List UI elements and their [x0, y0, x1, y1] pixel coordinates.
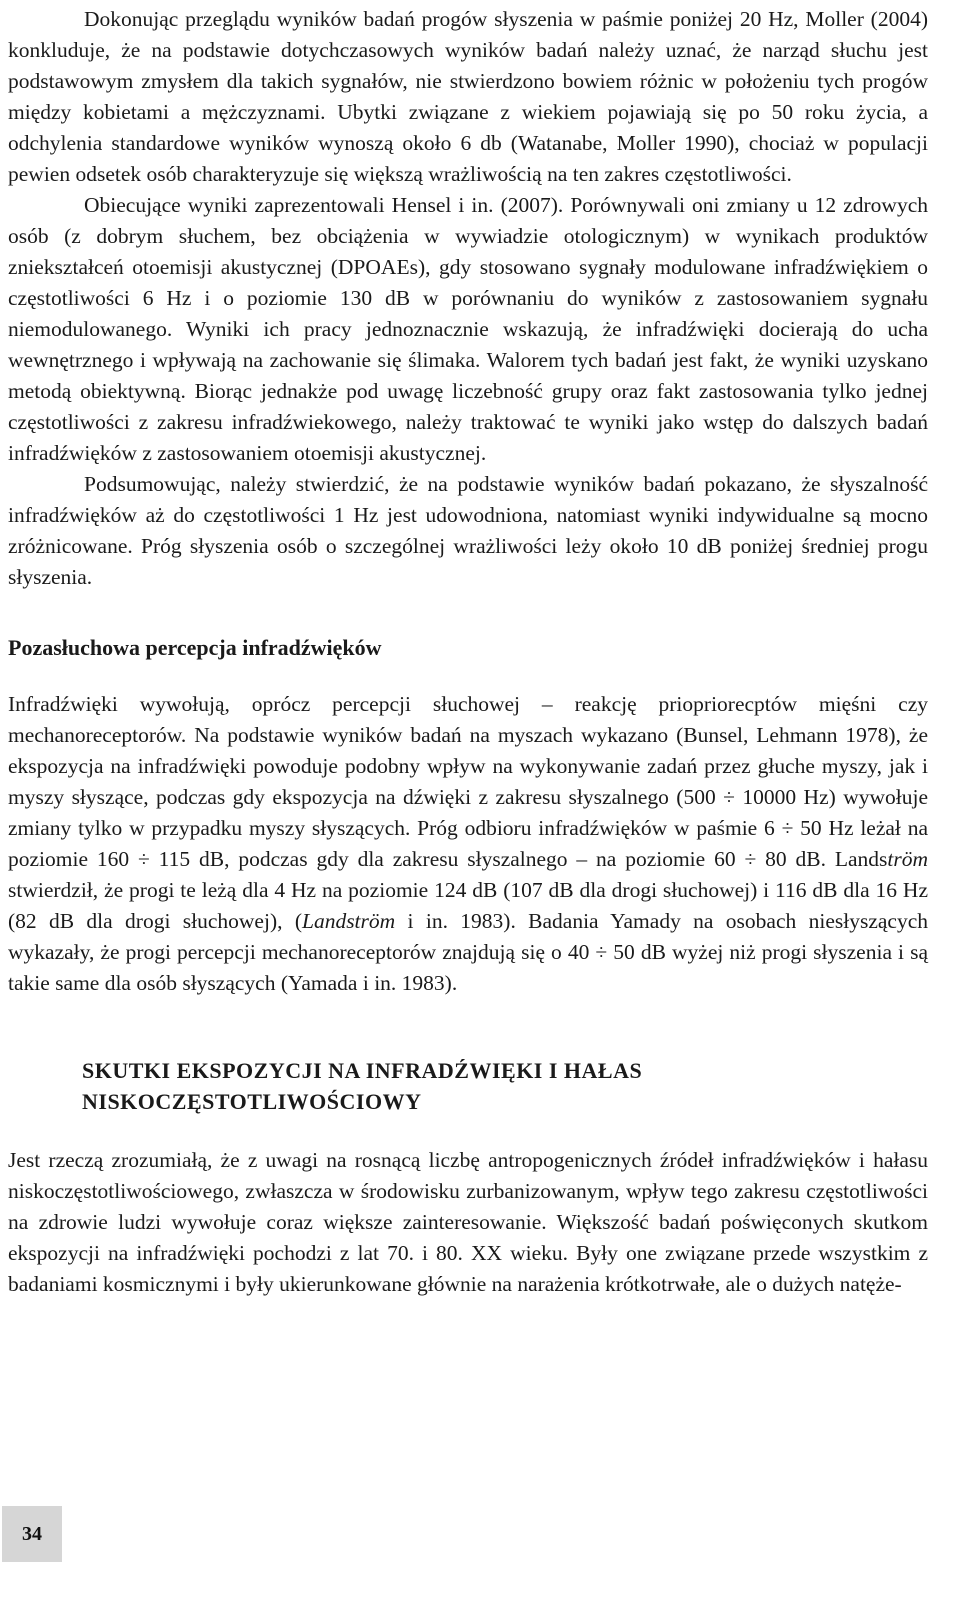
text-run: stwierdził, że progi te leżą dla 4 Hz na poziomie 124 dB (107 dB dla drogi słuchowej) i 116 dB dla 16 Hz (82 dB dla drogi słuchowej), ( [8, 878, 928, 933]
paragraph-exposure-effects: Jest rzeczą zrozumiałą, że z uwagi na rosnącą liczbę antropogenicznych źródeł infradźwięków i hałasu niskoczęstotliwościowego, zwłaszcza w środowisku zurbanizowanym, wpływ tego zakresu częstotliwości na zdrowie ludzi wywołuje coraz większe zainteresowanie. Większość badań poświęconych skutkom ekspozycji na infradźwięki pochodzi z lat 70. i 80. XX wieku. Były one związane przede wszystkim z badaniami kosmicznymi i były ukierunkowane głównie na narażenia krótkotrwałe, ale o dużych natęże- [8, 1148, 928, 1296]
text-run: i in. 1983). Badania Yamady na osobach niesłyszących wykazały, że progi percepcji mechanoreceptorów znajdują się o 40 ÷ 50 dB wyżej niż progi słyszenia i są takie same dla osób słyszących (Yamada i in. 1983). [8, 909, 928, 995]
chapter-heading [8, 1055, 928, 1117]
paragraph-hearing-thresholds: Dokonując przeglądu wyników badań progów słyszenia w paśmie poniżej 20 Hz, Moller (2004) konkluduje, że na podstawie dotychczasowych wyników badań należy uznać, że narząd słuchu jest podstawowym zmysłem dla takich sygnałów, nie stwierdzono bowiem różnic w położeniu tych progów między kobietami a mężczyznami. Ubytki związane z wiekiem pojawiają się po 50 roku życia, a odchylenia standardowe wyników wynoszą około 6 db (Watanabe, Moller 1990), chociaż w populacji pewien odsetek osób charakteryzuje się większą wrażliwością na ten zakres częstotliwości. [8, 7, 928, 186]
chapter-heading-line-2: NISKOCZĘSTOTLIWOŚCIOWY [82, 1089, 422, 1114]
document-page [8, 4, 928, 1300]
italic-citation: Landström [301, 909, 396, 933]
section-heading-extra-auditory: Pozasłuchowa percepcja infradźwięków [8, 635, 382, 660]
paragraph-extra-auditory-perception [8, 689, 928, 999]
paragraph-summary: Podsumowując, należy stwierdzić, że na podstawie wyników badań pokazano, że słyszalność infradźwięków aż do częstotliwości 1 Hz jest udowodniona, natomiast wyniki indywidualne są mocno zróżnicowane. Próg słyszenia osób o szczególnej wrażliwości leży około 10 dB poniżej średniej progu słyszenia. [8, 472, 928, 589]
italic-text-run: tröm [887, 847, 928, 871]
text-run: Infradźwięki wywołują, oprócz percepcji słuchowej – reakcję priopriorecptów mięśni czy mechanoreceptorów. Na podstawie wyników badań na myszach wykazano (Bunsel, Lehmann 1978), że ekspozycja na infradźwięki powoduje podobny wpływ na wykonywanie zadań przez głuche myszy, jak i myszy słyszące, podczas gdy ekspozycja na dźwięki z zakresu słyszalnego (500 ÷ 10000 Hz) wywołuje zmiany tylko w przypadku myszy słyszących. Próg odbioru infradźwięków w paśmie 6 ÷ 50 Hz leżał na poziomie 160 ÷ 115 dB, podczas gdy dla zakresu słyszalnego – na poziomie 60 ÷ 80 dB. Lands [8, 692, 928, 871]
chapter-heading-line-1: SKUTKI EKSPOZYCJI NA INFRADŹWIĘKI I HAŁAS [82, 1058, 643, 1083]
page-number: 34 [2, 1506, 62, 1562]
paragraph-hensel-study: Obiecujące wyniki zaprezentowali Hensel i in. (2007). Porównywali oni zmiany u 12 zdrowych osób (z dobrym słuchem, bez obciążenia w wywiadzie otologicznym) w wynikach produktów zniekształceń otoemisji akustycznej (DPOAEs), gdy stosowano sygnały modulowane infradźwiękiem o częstotliwości 6 Hz i o poziomie 130 dB w porównaniu do wyników z zastosowaniem sygnału niemodulowanego. Wyniki ich pracy jednoznacznie wskazują, że infradźwięki docierają do ucha wewnętrznego i wpływają na zachowanie się ślimaka. Walorem tych badań jest fakt, że wyniki uzyskano metodą obiektywną. Biorąc jednakże pod uwagę liczebność grupy oraz fakt zastosowania tylko jednej częstotliwości z zakresu infradźwiekowego, należy traktować te wyniki jako wstęp do dalszych badań infradźwięków z zastosowaniem otoemisji akustycznej. [8, 193, 928, 465]
